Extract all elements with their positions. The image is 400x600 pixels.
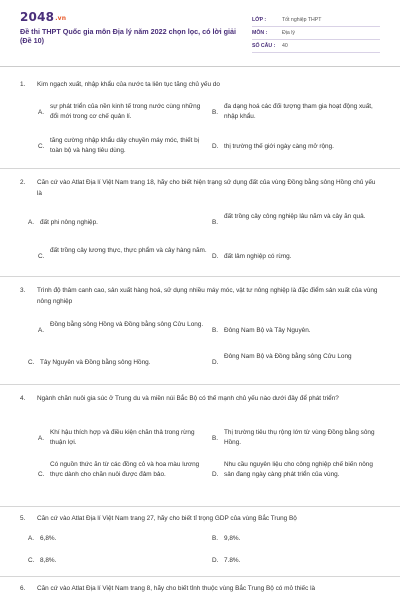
meta-value: 40 <box>282 43 288 49</box>
meta-row-count <box>252 40 380 53</box>
option-letter: D. <box>212 143 219 150</box>
question-text <box>20 286 380 307</box>
question-divider <box>0 576 400 577</box>
question-body: Căn cứ vào Atlat Địa lí Việt Nam trang 27, hãy cho biết tỉ trọng GDP của vùng Bắc Trung Bộ <box>37 515 297 522</box>
option-letter: D. <box>212 557 219 564</box>
question-body: Kim ngạch xuất, nhập khẩu của nước ta liên tục tăng chủ yếu do <box>37 81 220 88</box>
meta-key: MÔN : <box>252 30 268 36</box>
option-text: sự phát triển của nền kinh tế trong nước cùng những đổi mới trong cơ chế quản lí. <box>50 103 201 120</box>
question-number: 1. <box>20 81 26 88</box>
meta-row-class <box>252 14 380 27</box>
question-text <box>20 394 380 405</box>
question-divider <box>0 276 400 277</box>
question-text <box>20 80 380 91</box>
option-letter: C. <box>28 359 35 366</box>
option-letter: C. <box>38 471 45 478</box>
option-letter: A. <box>28 219 35 226</box>
option-text: đất phi nông nghiệp. <box>40 219 98 226</box>
question-number: 5. <box>20 515 26 522</box>
option-letter: B. <box>212 535 219 542</box>
option-letter: D. <box>212 359 219 366</box>
meta-row-subject <box>252 27 380 40</box>
meta-key: SỐ CÂU : <box>252 43 276 49</box>
question-divider <box>0 506 400 507</box>
document-title: Đề thi THPT Quốc gia môn Địa lý năm 2022 chọn lọc, có lời giải (Đề 10) <box>20 27 236 45</box>
option-text: Thị trường tiêu thụ rộng lớn từ vùng Đồng bằng sông Hồng. <box>224 429 375 446</box>
meta-key: LỚP : <box>252 17 267 23</box>
option-text: 8,8%. <box>40 557 57 564</box>
option-letter: A. <box>38 109 45 116</box>
question-number: 4. <box>20 395 26 402</box>
option-letter: B. <box>212 435 219 442</box>
option-letter: B. <box>212 219 219 226</box>
option-letter: A. <box>28 535 35 542</box>
question-body: Ngành chăn nuôi gia súc ở Trung du và miền núi Bắc Bộ có thế mạnh chủ yếu nào dưới đây để phát triển? <box>37 395 339 402</box>
option-text: 7.8%. <box>224 557 241 564</box>
option-letter: A. <box>38 435 45 442</box>
option-text: Đồng bằng sông Hồng và Đồng bằng sông Cửu Long. <box>50 321 204 328</box>
question-divider <box>0 168 400 169</box>
question-divider <box>0 384 400 385</box>
question-number: 6. <box>20 585 26 592</box>
meta-value: Địa lý <box>282 30 295 36</box>
option-text: đất lâm nghiệp có rừng. <box>224 253 292 260</box>
option-text: thị trường thế giới ngày càng mở rộng. <box>224 143 334 150</box>
option-letter: B. <box>212 109 219 116</box>
option-text: Tây Nguyên và Đồng bằng sông Hồng. <box>40 359 151 366</box>
logo-main: 2048 <box>20 10 55 24</box>
question-text <box>20 584 380 595</box>
option-letter: C. <box>28 557 35 564</box>
question-text <box>20 514 380 525</box>
question-body: Căn cứ vào Atlat Địa lí Việt Nam trang 8, hãy cho biết tỉnh thuộc vùng Bắc Trung Bộ có mỏ thiếc là <box>37 585 316 592</box>
question-body: Căn cứ vào Atlat Địa lí Việt Nam trang 18, hãy cho biết hiện trạng sử dụng đất của vùng Đồng bằng sông Hồng chủ yếu là <box>37 179 376 197</box>
option-letter: D. <box>212 253 219 260</box>
option-text: 6,8%. <box>40 535 57 542</box>
meta-value: Tốt nghiệp THPT <box>282 17 322 23</box>
option-letter: A. <box>38 327 45 334</box>
option-letter: C. <box>38 143 45 150</box>
option-letter: C. <box>38 253 45 260</box>
document-header <box>0 0 400 62</box>
option-text: đất trồng cây lương thực, thực phẩm và cây hàng năm. <box>50 247 207 254</box>
option-text: 9,8%. <box>224 535 241 542</box>
option-text: đa dạng hoá các đối tượng tham gia hoạt động xuất, nhập khẩu. <box>224 103 373 120</box>
document-meta <box>252 14 380 53</box>
option-text: Khí hậu thích hợp và điều kiện chăn thả trong rừng thuận lợi. <box>50 429 195 446</box>
option-text: Đông Nam Bộ và Tây Nguyên. <box>224 327 311 334</box>
option-text: Có nguồn thức ăn từ các đồng cỏ và hoa màu lương thực dành cho chăn nuôi được đảm bảo. <box>50 461 200 478</box>
option-text: Nhu cầu nguyên liệu cho công nghiệp chế biến nông sản đang ngày càng phát triển của vùng. <box>224 461 373 478</box>
header-divider <box>0 66 400 67</box>
question-body: Trình độ thâm canh cao, sản xuất hàng hoá, sử dụng nhiều máy móc, vật tư nông nghiệp là đặc điểm sản xuất của vùng nông nghiệp <box>37 287 378 305</box>
option-text: tăng cường nhập khẩu dây chuyền máy móc, thiết bị toàn bộ và hàng tiêu dùng. <box>50 137 200 154</box>
option-text: Đông Nam Bộ và Đồng bằng sông Cửu Long <box>224 353 352 360</box>
option-text: đất trồng cây công nghiệp lâu năm và cây ăn quả. <box>224 213 366 220</box>
question-number: 3. <box>20 287 26 294</box>
option-letter: D. <box>212 471 219 478</box>
question-number: 2. <box>20 179 26 186</box>
question-text <box>20 178 380 199</box>
option-letter: B. <box>212 327 219 334</box>
logo-suffix: .vn <box>55 15 67 22</box>
